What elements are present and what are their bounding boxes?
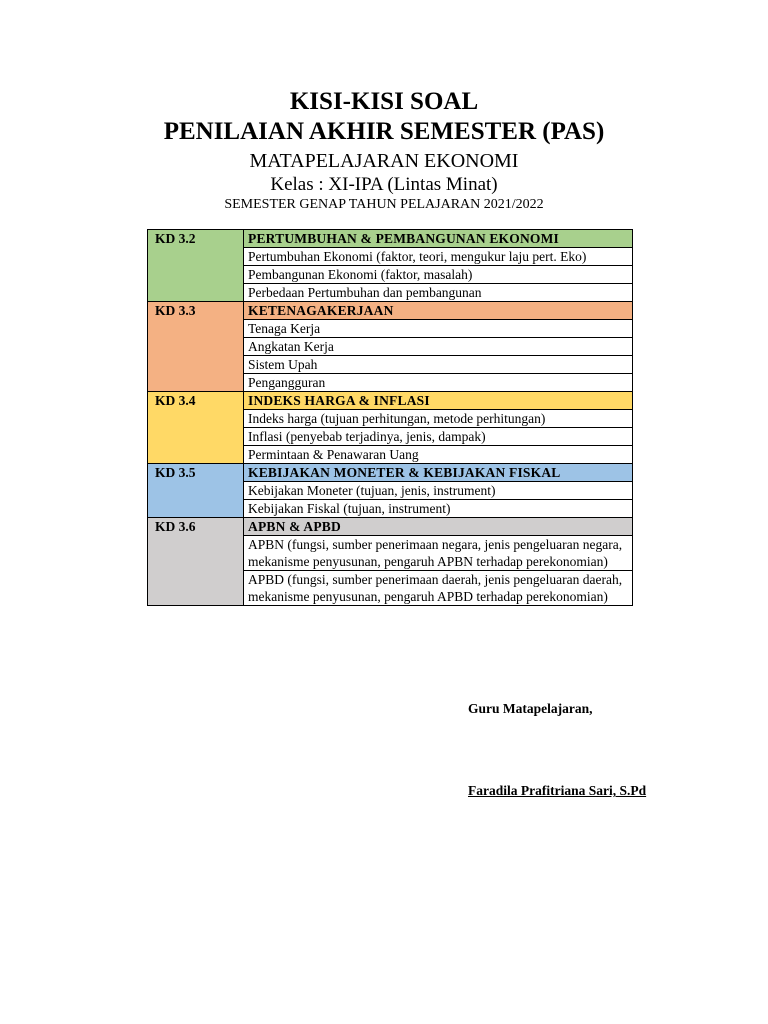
indicator-cell: APBN (fungsi, sumber penerimaan negara, jenis pengeluaran negara, mekanisme penyusunan, pengaruh APBN terhadap perekonomian) [244,536,633,571]
indicator-cell: Inflasi (penyebab terjadinya, jenis, dampak) [244,428,633,446]
section-heading: PERTUMBUHAN & PEMBANGUNAN EKONOMI [244,230,633,248]
indicator-cell: Sistem Upah [244,356,633,374]
indicator-cell: Kebijakan Moneter (tujuan, jenis, instrument) [244,482,633,500]
exam-title: PENILAIAN AKHIR SEMESTER (PAS) [163,118,605,145]
semester-label: SEMESTER GENAP TAHUN PELAJARAN 2021/2022 [224,197,544,212]
kd-cell: KD 3.6 [148,518,244,606]
kd-cell: KD 3.5 [148,464,244,518]
table-row [148,230,633,248]
table-row [148,302,633,320]
indicator-cell: Tenaga Kerja [244,320,633,338]
kd-cell: KD 3.4 [148,392,244,464]
section-heading: INDEKS HARGA & INFLASI [244,392,633,410]
indicator-cell: Indeks harga (tujuan perhitungan, metode perhitungan) [244,410,633,428]
class-label: Kelas : XI-IPA (Lintas Minat) [270,174,498,195]
kisi-kisi-table [147,229,633,606]
table-row [148,392,633,410]
section-heading: KEBIJAKAN MONETER & KEBIJAKAN FISKAL [244,464,633,482]
signature-name: Faradila Prafitriana Sari, S.Pd [468,783,647,798]
table-row [148,518,633,536]
table-row [148,464,633,482]
kd-cell: KD 3.3 [148,302,244,392]
indicator-cell: Angkatan Kerja [244,338,633,356]
subject-title: MATAPELAJARAN EKONOMI [249,150,519,172]
indicator-cell: Pembangunan Ekonomi (faktor, masalah) [244,266,633,284]
indicator-cell: Permintaan & Penawaran Uang [244,446,633,464]
document-title: KISI-KISI SOAL [289,88,479,115]
indicator-cell: Perbedaan Pertumbuhan dan pembangunan [244,284,633,302]
indicator-cell: Pertumbuhan Ekonomi (faktor, teori, mengukur laju pert. Eko) [244,248,633,266]
indicator-cell: Kebijakan Fiskal (tujuan, instrument) [244,500,633,518]
section-heading: KETENAGAKERJAAN [244,302,633,320]
indicator-cell: APBD (fungsi, sumber penerimaan daerah, jenis pengeluaran daerah, mekanisme penyusunan, pengaruh APBD terhadap perekonomian) [244,571,633,606]
indicator-cell: Pengangguran [244,374,633,392]
section-heading: APBN & APBD [244,518,633,536]
signature-title: Guru Matapelajaran, [468,701,593,716]
kd-cell: KD 3.2 [148,230,244,302]
